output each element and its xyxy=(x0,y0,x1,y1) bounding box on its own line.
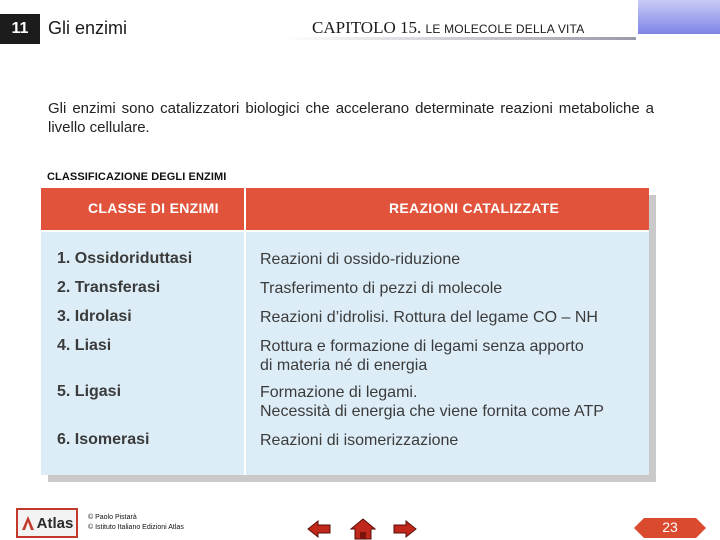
arrow-left-icon xyxy=(306,519,332,539)
atlas-logo xyxy=(16,508,78,538)
chapter-subtitle: LE MOLECOLE DELLA VITA xyxy=(425,22,585,36)
row-2-reazione xyxy=(260,279,640,298)
copyright-author: © Paolo Pistarà xyxy=(88,514,137,521)
prev-button[interactable] xyxy=(306,518,332,540)
header-line xyxy=(41,230,649,232)
column-divider xyxy=(244,232,246,475)
row-1-reazione xyxy=(260,250,640,269)
row-3-reazione xyxy=(260,308,640,327)
enzyme-table xyxy=(41,188,649,475)
row-5-reazione-line-2: Necessità di energia che viene fornita come ATP xyxy=(260,403,604,420)
row-4-classe: 4. Liasi xyxy=(57,337,112,354)
row-6-reazione xyxy=(260,431,640,450)
row-3-classe: 3. Idrolasi xyxy=(57,308,132,325)
row-4-reazione-line-1: Rottura e formazione di legami senza apporto xyxy=(260,338,584,355)
row-2-reazione-line-1: Trasferimento di pezzi di molecole xyxy=(260,280,503,297)
atlas-a-icon xyxy=(21,515,35,531)
slide-number: 11 xyxy=(11,20,29,37)
home-button[interactable] xyxy=(350,518,376,540)
intro-after: sono catalizzatori biologici che accelerano determinate reazioni metaboliche a livello cellulare. xyxy=(48,100,655,136)
header-classe: CLASSE DI ENZIMI xyxy=(88,200,219,216)
row-1-reazione-line-1: Reazioni di ossido-riduzione xyxy=(260,251,461,268)
intro-before: Gli xyxy=(48,100,73,117)
row-4-reazione xyxy=(260,337,640,375)
intro-paragraph xyxy=(48,99,654,137)
row-3-reazione-line-1: Reazioni d’idrolisi. Rottura del legame CO – NH xyxy=(260,309,598,326)
row-1-classe: 1. Ossidoriduttasi xyxy=(57,250,193,267)
logo-text: Atlas xyxy=(36,514,74,532)
row-5-reazione-line-1: Formazione di legami. xyxy=(260,384,418,401)
header-divider xyxy=(244,188,246,230)
table-header xyxy=(41,188,649,230)
copyright xyxy=(88,513,184,533)
row-6-reazione-line-1: Reazioni di isomerizzazione xyxy=(260,432,459,449)
row-5-reazione xyxy=(260,383,640,421)
copyright-publisher: © Istituto Italiano Edizioni Atlas xyxy=(88,524,184,531)
home-icon xyxy=(350,518,376,540)
corner-decoration xyxy=(638,0,720,34)
slide-title: Gli enzimi xyxy=(48,18,128,38)
next-button[interactable] xyxy=(392,518,418,540)
arrow-right-icon xyxy=(392,519,418,539)
row-4-reazione-line-2: di materia né di energia xyxy=(260,357,428,374)
slide-number-box xyxy=(0,14,40,44)
section-title: CLASSIFICAZIONE DEGLI ENZIMI xyxy=(47,171,227,183)
row-2-classe: 2. Transferasi xyxy=(57,279,161,296)
row-6-classe: 6. Isomerasi xyxy=(57,431,150,448)
header-reazioni: REAZIONI CATALIZZATE xyxy=(389,200,560,216)
row-5-classe: 5. Ligasi xyxy=(57,383,122,400)
page-number: 23 xyxy=(662,519,678,535)
intro-keyword: enzimi xyxy=(72,100,116,117)
chapter-label: CAPITOLO 15. xyxy=(312,18,422,37)
chapter-heading xyxy=(312,18,584,38)
